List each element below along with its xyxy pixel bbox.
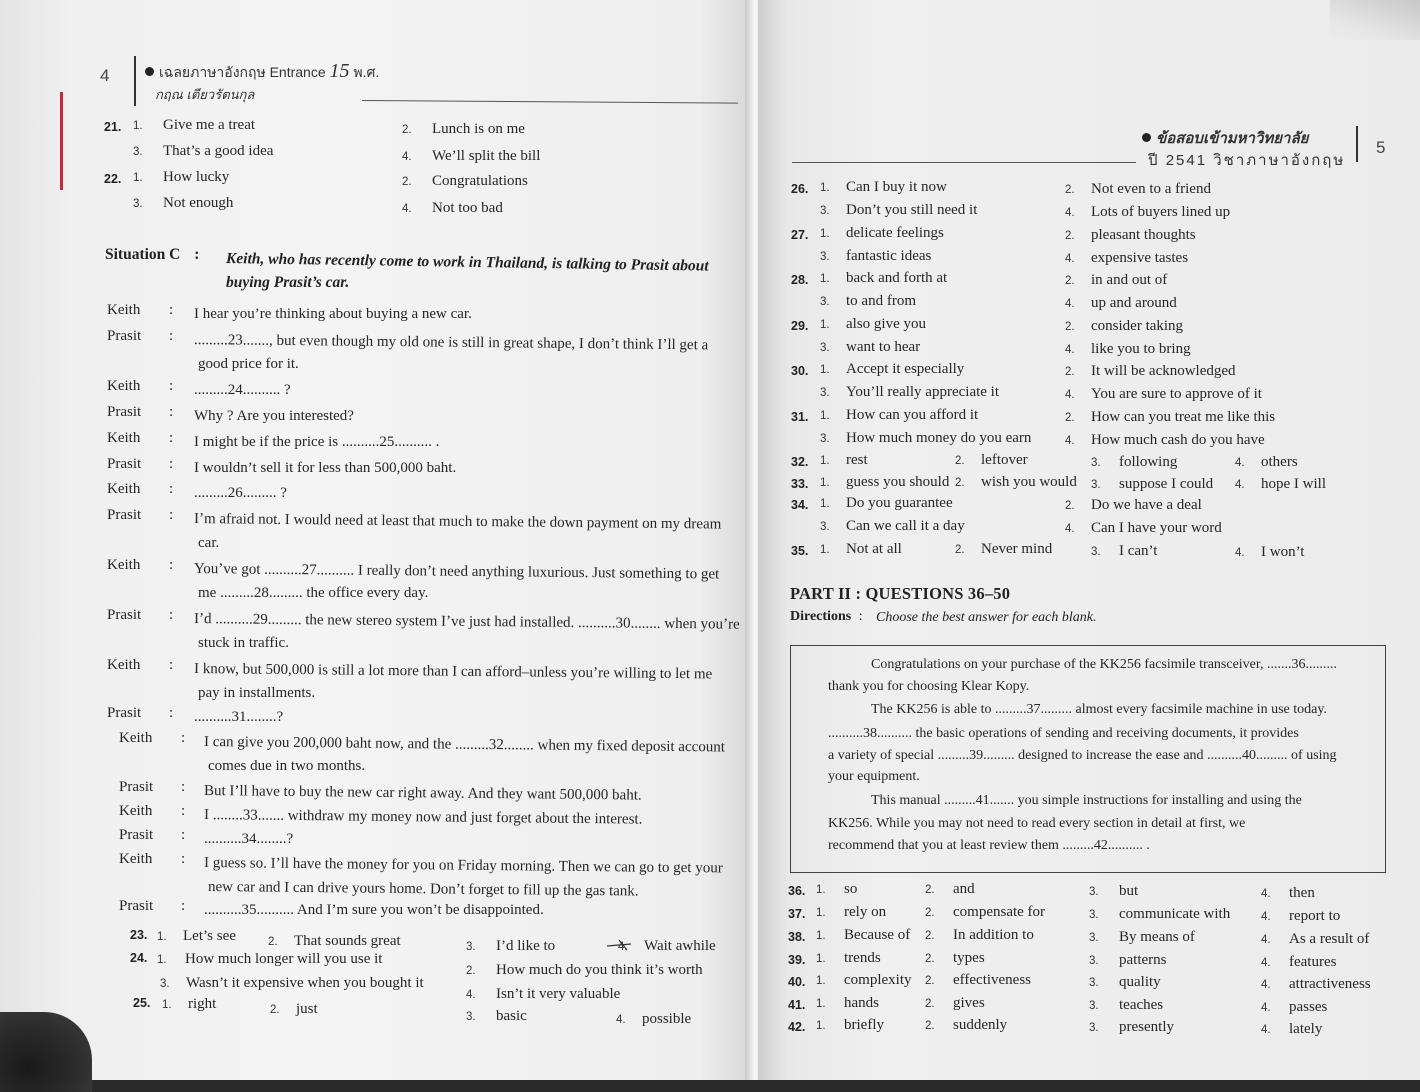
- option-number: 3.: [820, 433, 830, 445]
- directions-text: Choose the best answer for each blank.: [876, 610, 1097, 625]
- dialogue-line: car.: [198, 535, 220, 551]
- option-text: By means of: [1119, 929, 1195, 945]
- option-number: 1.: [820, 273, 830, 286]
- option-number: 1.: [133, 172, 143, 184]
- option-number: 4.: [1235, 479, 1245, 491]
- option-number: 2.: [955, 544, 965, 556]
- dialogue-line: I hear you’re thinking about buying a new car.: [194, 306, 472, 322]
- passage-line: recommend that you at least review them .........42.......... .: [828, 838, 1150, 853]
- option-number: 2.: [925, 953, 935, 965]
- option-number: 3.: [133, 198, 143, 210]
- question-number: 26.: [791, 182, 809, 196]
- option-text: It will be acknowledged: [1091, 363, 1236, 380]
- question-number: 41.: [788, 998, 806, 1012]
- option-text: hands: [844, 995, 879, 1011]
- option-number: 3.: [1091, 546, 1101, 558]
- option-text: in and out of: [1091, 272, 1168, 289]
- option-number: 2.: [955, 455, 965, 467]
- header-subtitle: ปี 2541 วิชาภาษาอังกฤษ: [1148, 152, 1346, 169]
- option-number: 3.: [1089, 1000, 1099, 1012]
- option-number: 2.: [925, 907, 935, 919]
- option-number: 3.: [820, 250, 830, 263]
- bullet-icon: [145, 67, 154, 76]
- speaker-name: Prasit: [119, 779, 154, 795]
- question-number: 30.: [791, 364, 809, 379]
- option-number: 4.: [1065, 298, 1075, 311]
- dialogue-line: Why ? Are you interested?: [194, 408, 354, 424]
- option-number: 2.: [402, 124, 412, 136]
- option-number: 1.: [820, 182, 830, 194]
- header-rule: [362, 100, 738, 104]
- option-number: 4.: [1261, 979, 1271, 991]
- option-text: Accept it especially: [846, 361, 965, 378]
- speaker-name: Keith: [107, 378, 141, 394]
- option-number: 2.: [1065, 184, 1075, 196]
- option-number: 2.: [268, 936, 278, 948]
- speaker-colon: :: [181, 851, 186, 867]
- option-number: 3.: [1089, 977, 1099, 989]
- option-text: just: [296, 1001, 318, 1017]
- speaker-name: Prasit: [107, 507, 142, 523]
- option-text: rest: [846, 452, 868, 468]
- option-text: pleasant thoughts: [1091, 226, 1196, 243]
- question-number: 39.: [788, 953, 806, 967]
- option-number: 4.: [1261, 934, 1271, 946]
- speaker-colon: :: [181, 803, 186, 819]
- option-number: 1.: [816, 930, 826, 942]
- option-number: 4.: [1065, 343, 1075, 356]
- option-text: How much do you think it’s worth: [496, 962, 703, 978]
- option-number: 2.: [1065, 229, 1075, 242]
- option-number: 2.: [925, 975, 935, 987]
- speaker-name: Prasit: [107, 456, 142, 472]
- speaker-colon: :: [169, 557, 174, 573]
- passage-line: KK256. While you may not need to read every section in detail at first, we: [828, 816, 1246, 831]
- dialogue-line: I’d ..........29......... the new stereo system I’ve just had installed. ..........30........ when you’re: [193, 611, 740, 633]
- option-text: How much longer will you use it: [185, 951, 383, 967]
- option-text: How lucky: [163, 169, 230, 185]
- option-number: 1.: [157, 954, 167, 966]
- speaker-name: Keith: [107, 657, 141, 673]
- option-number: 3.: [1091, 457, 1101, 469]
- option-text: but: [1119, 883, 1139, 899]
- option-number: 1.: [820, 318, 830, 331]
- option-text: Can I buy it now: [846, 179, 947, 195]
- option-number: 1.: [820, 477, 830, 489]
- option-text: I can’t: [1119, 543, 1158, 559]
- option-text: Can we call it a day: [846, 518, 965, 534]
- page-corner: [1330, 0, 1420, 40]
- option-text: Not enough: [163, 195, 234, 211]
- right-page: [758, 0, 1420, 1080]
- option-number: 3.: [1089, 955, 1099, 967]
- question-number: 38.: [788, 930, 806, 944]
- option-number: 3.: [820, 296, 830, 309]
- option-number: 1.: [157, 931, 167, 943]
- dialogue-line: I wouldn’t sell it for less than 500,000 baht.: [194, 460, 457, 476]
- option-number: 1.: [820, 544, 830, 556]
- question-number: 40.: [788, 975, 806, 989]
- speaker-name: Keith: [107, 481, 141, 497]
- option-text: hope I will: [1261, 476, 1326, 492]
- speaker-colon: :: [169, 657, 174, 673]
- option-number: 3.: [1091, 479, 1101, 491]
- option-number: 3.: [820, 521, 830, 533]
- option-text: also give you: [846, 315, 926, 332]
- option-number: 4.: [1261, 1002, 1271, 1014]
- option-text: Let’s see: [183, 928, 236, 944]
- option-text: types: [953, 950, 985, 966]
- option-text: Wait awhile: [644, 938, 716, 954]
- option-text: Can I have your word: [1091, 520, 1222, 536]
- option-text: rely on: [844, 904, 887, 920]
- option-text: consider taking: [1091, 317, 1184, 334]
- dialogue-line: new car and I can drive yours home. Don’t forget to fill up the gas tank.: [207, 879, 639, 900]
- option-text: Wasn’t it expensive when you bought it: [186, 975, 424, 991]
- option-number: 3.: [820, 341, 830, 354]
- option-number: 2.: [1065, 275, 1075, 288]
- part-title: PART II : QUESTIONS 36–50: [790, 584, 1011, 603]
- option-text: lately: [1289, 1021, 1323, 1037]
- speaker-colon: :: [169, 705, 174, 721]
- speaker-colon: :: [169, 328, 174, 344]
- option-text: complexity: [844, 972, 912, 988]
- speaker-name: Keith: [119, 730, 153, 746]
- speaker-colon: :: [169, 456, 174, 472]
- option-number: 2.: [1065, 500, 1075, 512]
- option-text: You’ll really appreciate it: [846, 384, 1000, 401]
- speaker-name: Prasit: [119, 898, 154, 914]
- passage-line: thank you for choosing Klear Kopy.: [828, 679, 1030, 694]
- option-number: 4.: [1065, 207, 1075, 219]
- option-text: and: [953, 881, 975, 897]
- speaker-name: Keith: [107, 557, 141, 573]
- option-text: others: [1261, 454, 1298, 470]
- option-number: 4.: [402, 203, 412, 215]
- option-text: features: [1289, 954, 1337, 970]
- option-text: In addition to: [953, 927, 1034, 943]
- option-text: wish you would: [981, 474, 1077, 490]
- speaker-colon: :: [181, 898, 186, 914]
- option-text: passes: [1289, 999, 1328, 1015]
- speaker-name: Prasit: [119, 827, 154, 843]
- passage-line: a variety of special .........39......... designed to increase the ease and ..........40......... of using: [828, 748, 1337, 763]
- question-number: 35.: [791, 544, 809, 558]
- question-number: 22.: [104, 172, 122, 186]
- question-number: 29.: [791, 318, 809, 333]
- option-text: right: [188, 996, 217, 1012]
- passage-line: The KK256 is able to .........37......... almost every facsimile machine in use today.: [871, 702, 1327, 717]
- passage-line: This manual .........41....... you simple instructions for installing and using the: [871, 793, 1302, 808]
- question-number: 37.: [788, 907, 806, 921]
- bullet-icon: [1142, 133, 1151, 142]
- dialogue-line: .........24.......... ?: [194, 382, 291, 398]
- option-number: 4.: [1261, 957, 1271, 969]
- option-text: so: [844, 881, 858, 897]
- situation-description-line2: buying Prasit’s car.: [226, 274, 350, 291]
- option-text: That’s a good idea: [163, 143, 274, 159]
- option-number: 1.: [820, 498, 830, 510]
- speaker-colon: :: [169, 404, 174, 420]
- option-text: briefly: [844, 1017, 884, 1033]
- option-number: 4.: [618, 941, 628, 953]
- speaker-name: Prasit: [107, 607, 142, 623]
- header-title: เฉลยภาษาอังกฤษ Entrance 15 พ.ศ.: [145, 60, 379, 84]
- option-number: 3.: [1089, 1022, 1099, 1034]
- option-text: want to hear: [846, 338, 921, 355]
- question-number: 34.: [791, 498, 809, 512]
- option-number: 1.: [162, 999, 172, 1011]
- dialogue-line: ..........35.......... And I’m sure you won’t be disappointed.: [204, 902, 544, 918]
- dialogue-line: I can give you 200,000 baht now, and the .........32........ when my fixed deposit account: [203, 734, 726, 756]
- option-text: We’ll split the bill: [432, 148, 541, 164]
- option-number: 2.: [955, 477, 965, 489]
- dialogue-line: I might be if the price is ..........25.......... .: [194, 434, 440, 450]
- question-number: 23.: [130, 928, 148, 942]
- option-text: How can you afford it: [846, 407, 979, 423]
- speaker-colon: :: [169, 607, 174, 623]
- option-number: 1.: [820, 227, 830, 240]
- dialogue-line: comes due in two months.: [208, 758, 366, 774]
- option-text: up and around: [1091, 295, 1177, 312]
- option-number: 2.: [402, 176, 412, 188]
- option-number: 4.: [1261, 1024, 1271, 1036]
- option-text: guess you should: [846, 474, 950, 490]
- option-text: Lunch is on me: [432, 121, 525, 137]
- option-number: 3.: [820, 387, 830, 400]
- situation-description-line1: Keith, who has recently come to work in Thailand, is talking to Prasit about: [225, 250, 709, 275]
- option-number: 1.: [816, 998, 826, 1010]
- option-text: Don’t you still need it: [846, 202, 978, 218]
- option-number: 1.: [133, 120, 143, 132]
- speaker-name: Keith: [107, 302, 141, 318]
- header-author: กฤณ เตียวรัตนกุล: [155, 87, 255, 102]
- page-number: 4: [100, 66, 110, 85]
- option-number: 3.: [820, 205, 830, 217]
- speaker-name: Keith: [119, 803, 153, 819]
- option-text: How much cash do you have: [1091, 432, 1265, 448]
- option-text: suppose I could: [1119, 476, 1214, 492]
- option-number: 1.: [820, 455, 830, 467]
- dialogue-line: .........23......., but even though my old one is still in great shape, I don’t think I’ll get a: [193, 332, 709, 354]
- option-text: Not at all: [846, 541, 902, 557]
- question-number: 32.: [791, 455, 809, 469]
- option-text: patterns: [1119, 952, 1167, 968]
- question-number: 25.: [133, 996, 151, 1010]
- option-text: back and forth at: [846, 270, 948, 287]
- option-number: 1.: [816, 907, 826, 919]
- option-text: then: [1289, 885, 1315, 901]
- option-text: That sounds great: [294, 933, 401, 949]
- speaker-name: Prasit: [107, 705, 142, 721]
- speaker-colon: :: [169, 378, 174, 394]
- option-text: delicate feelings: [846, 224, 944, 241]
- option-number: 2.: [1065, 366, 1075, 379]
- pencil-mark-icon: [605, 938, 633, 952]
- question-number: 36.: [788, 884, 806, 898]
- option-number: 2.: [925, 884, 935, 896]
- speaker-colon: :: [169, 302, 174, 318]
- option-text: Give me a treat: [163, 117, 256, 133]
- option-number: 2.: [270, 1004, 280, 1016]
- question-number: 27.: [791, 227, 809, 242]
- header-title: ข้อสอบเข้ามหาวิทยาลัย: [1142, 126, 1308, 150]
- option-number: 1.: [820, 410, 830, 422]
- option-text: How can you treat me like this: [1091, 409, 1276, 425]
- option-number: 3.: [1089, 886, 1099, 898]
- dialogue-line: ..........31........?: [194, 709, 284, 725]
- option-number: 4.: [1065, 252, 1075, 265]
- option-text: You are sure to approve of it: [1091, 386, 1262, 403]
- option-text: to and from: [846, 293, 916, 310]
- speaker-name: Keith: [107, 430, 141, 446]
- option-text: effectiveness: [953, 972, 1032, 988]
- speaker-name: Keith: [119, 851, 153, 867]
- header-rule: [792, 162, 1136, 163]
- option-number: 2.: [466, 965, 476, 977]
- speaker-colon: :: [169, 507, 174, 523]
- speaker-colon: :: [169, 430, 174, 446]
- option-number: 4.: [1235, 547, 1245, 559]
- option-text: Isn’t it very valuable: [496, 986, 621, 1002]
- option-text: report to: [1289, 908, 1341, 924]
- passage-line: your equipment.: [828, 769, 920, 784]
- question-number: 28.: [791, 273, 809, 288]
- option-number: 4.: [1065, 435, 1075, 447]
- dialogue-line: You’ve got ..........27.......... I really don’t need anything luxurious. Just something to get: [193, 561, 720, 583]
- dialogue-line: But I’ll have to buy the new car right away. And they want 500,000 baht.: [203, 783, 642, 804]
- speaker-colon: :: [169, 481, 174, 497]
- option-text: following: [1119, 454, 1178, 470]
- option-text: How much money do you earn: [846, 430, 1032, 446]
- option-number: 1.: [816, 884, 826, 896]
- option-number: 4.: [1261, 888, 1271, 900]
- option-text: Not too bad: [432, 200, 503, 216]
- option-number: 4.: [466, 989, 476, 1001]
- option-number: 4.: [616, 1014, 626, 1026]
- option-number: 1.: [816, 953, 826, 965]
- option-number: 3.: [1089, 909, 1099, 921]
- option-number: 1.: [816, 1020, 826, 1032]
- option-number: 2.: [925, 930, 935, 942]
- option-text: Congratulations: [432, 173, 528, 189]
- option-text: Lots of buyers lined up: [1091, 204, 1231, 220]
- situation-label: Situation C :: [105, 246, 200, 263]
- question-number: 31.: [791, 410, 809, 424]
- option-number: 3.: [133, 146, 143, 158]
- passage-line: ..........38.......... the basic operations of sending and receiving documents, it provides: [828, 726, 1299, 741]
- question-number: 42.: [788, 1020, 806, 1034]
- option-number: 4.: [1065, 523, 1075, 535]
- option-text: communicate with: [1119, 906, 1231, 922]
- speaker-name: Prasit: [107, 328, 142, 344]
- option-number: 3.: [160, 978, 170, 990]
- question-number: 24.: [130, 951, 148, 965]
- option-text: As a result of: [1289, 931, 1370, 947]
- option-number: 2.: [1065, 412, 1075, 424]
- option-text: Do you guarantee: [846, 495, 953, 511]
- option-text: suddenly: [953, 1017, 1008, 1033]
- dialogue-line: I’m afraid not. I would need at least that much to make the down payment on my dream: [193, 511, 722, 533]
- option-number: 3.: [466, 941, 476, 953]
- dialogue-line: ..........34........?: [204, 831, 294, 847]
- dialogue-line: good price for it.: [198, 356, 299, 372]
- option-number: 3.: [466, 1011, 476, 1023]
- speaker-colon: :: [181, 779, 186, 795]
- dialogue-line: I guess so. I’ll have the money for you on Friday morning. Then we can go to get your: [203, 855, 723, 877]
- dialogue-line: .........26......... ?: [194, 485, 287, 501]
- option-number: 1.: [820, 364, 830, 377]
- option-number: 2.: [925, 998, 935, 1010]
- option-text: teaches: [1119, 997, 1164, 1013]
- dialogue-line: pay in installments.: [198, 685, 316, 701]
- option-text: I won’t: [1261, 544, 1305, 560]
- option-text: fantastic ideas: [846, 247, 932, 264]
- option-text: gives: [953, 995, 985, 1011]
- red-page-edge: [60, 92, 63, 190]
- option-text: leftover: [981, 452, 1028, 468]
- option-text: Never mind: [981, 541, 1053, 557]
- option-text: like you to bring: [1091, 340, 1191, 357]
- dialogue-line: stuck in traffic.: [198, 635, 289, 651]
- question-number: 21.: [104, 120, 122, 134]
- option-text: Not even to a friend: [1091, 181, 1211, 197]
- option-number: 4.: [1261, 911, 1271, 923]
- option-number: 2.: [925, 1020, 935, 1032]
- option-number: 4.: [1065, 389, 1075, 402]
- dialogue-line: I ........33....... withdraw my money now and just forget about the interest.: [203, 807, 643, 828]
- speaker-name: Prasit: [107, 404, 142, 420]
- speaker-colon: :: [181, 730, 186, 746]
- page-number: 5: [1376, 138, 1386, 157]
- option-text: Because of: [844, 927, 911, 943]
- option-text: trends: [844, 950, 881, 966]
- option-number: 3.: [1089, 932, 1099, 944]
- option-text: I’d like to: [496, 938, 556, 954]
- option-text: attractiveness: [1289, 976, 1371, 992]
- dialogue-line: I know, but 500,000 is still a lot more than I can afford–unless you’re willing to let me: [193, 661, 713, 683]
- passage-line: Congratulations on your purchase of the KK256 facsimile transceiver, .......36.........: [871, 657, 1337, 672]
- option-text: expensive tastes: [1091, 249, 1189, 266]
- header-divider: [1356, 126, 1358, 162]
- option-text: compensate for: [953, 904, 1046, 920]
- option-number: 4.: [402, 151, 412, 163]
- speaker-colon: :: [181, 827, 186, 843]
- question-number: 33.: [791, 477, 809, 491]
- option-text: quality: [1119, 974, 1161, 990]
- option-number: 4.: [1235, 457, 1245, 469]
- dialogue-line: me .........28......... the office every day.: [198, 585, 429, 601]
- option-text: presently: [1119, 1019, 1174, 1035]
- directions-label: Directions :: [790, 609, 863, 624]
- option-text: Do we have a deal: [1091, 497, 1202, 513]
- option-text: basic: [496, 1008, 527, 1024]
- header-divider: [134, 56, 136, 106]
- option-number: 1.: [816, 975, 826, 987]
- option-number: 2.: [1065, 320, 1075, 333]
- option-text: possible: [642, 1011, 692, 1027]
